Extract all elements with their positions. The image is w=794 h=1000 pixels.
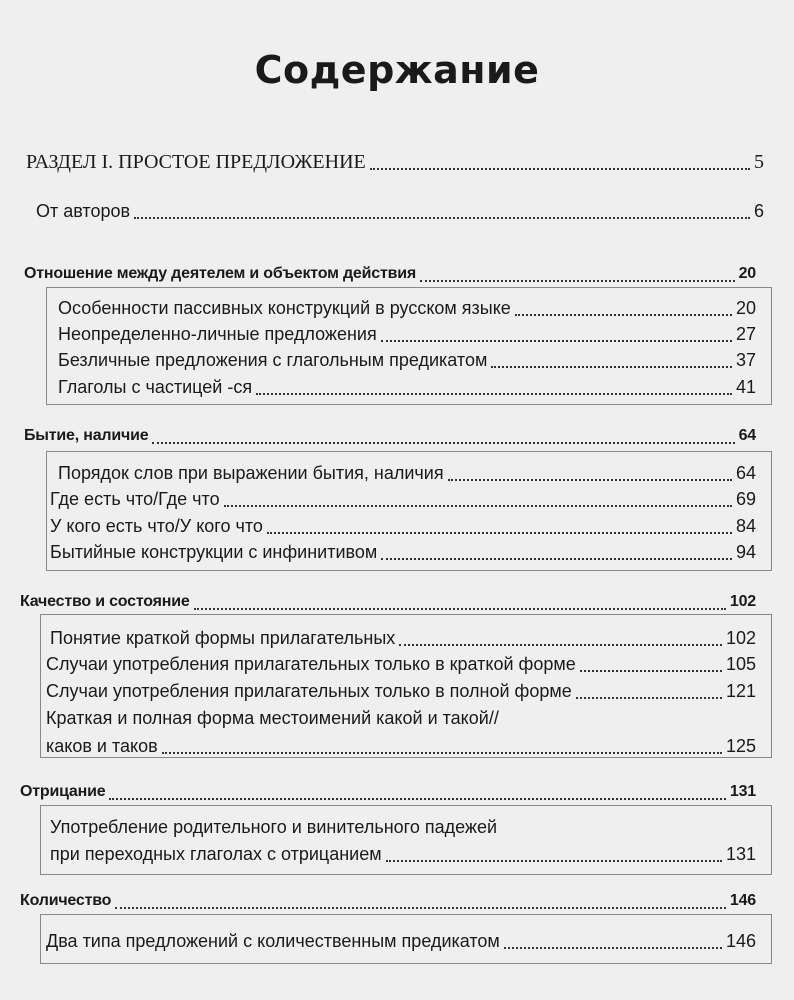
dot-leader [224, 504, 732, 507]
toc-group-label: Отношение между деятелем и объектом действия [24, 265, 417, 282]
dot-leader [134, 216, 750, 219]
toc-entry[interactable] [58, 375, 756, 399]
dot-leader [399, 643, 722, 646]
toc-entry[interactable] [50, 842, 756, 866]
toc-entry-label: при переходных глаголах с отрицанием [50, 844, 382, 864]
toc-entry-label: Глаголы с частицей -ся [58, 377, 253, 397]
dot-leader [152, 441, 734, 444]
toc-group-heading[interactable] [20, 889, 756, 913]
toc-entry-line1: Краткая и полная форма местоимений какой и такой// [46, 708, 499, 728]
toc-entry[interactable] [58, 461, 756, 485]
toc-page-number: 5 [754, 151, 764, 173]
toc-entry-label: Бытийные конструкции с инфинитивом [50, 542, 378, 562]
toc-entry[interactable] [46, 734, 756, 758]
toc-entry[interactable] [50, 487, 756, 511]
toc-page-number: 121 [725, 681, 756, 701]
dot-leader [256, 392, 732, 395]
dot-leader [504, 946, 722, 949]
toc-entry[interactable] [46, 652, 756, 676]
dot-leader [580, 669, 722, 672]
toc-entry[interactable] [50, 626, 756, 650]
toc-page-number: 64 [735, 463, 756, 483]
dot-leader [370, 167, 750, 170]
toc-entry-label: Безличные предложения с глагольным предикатом [58, 350, 488, 370]
dot-leader [194, 607, 726, 610]
toc-page-number: 6 [753, 201, 764, 221]
toc-page-number: 102 [725, 628, 756, 648]
toc-entry-label: У кого есть что/У кого что [50, 516, 263, 536]
toc-section-label: РАЗДЕЛ I. ПРОСТОЕ ПРЕДЛОЖЕНИЕ [26, 151, 366, 173]
toc-page-number: 41 [735, 377, 756, 397]
dot-leader [491, 365, 732, 368]
toc-entry-label: каков и таков [46, 736, 158, 756]
toc-group-label: Бытие, наличие [24, 427, 149, 444]
toc-entry-label: Два типа предложений с количественным предикатом [46, 931, 500, 951]
toc-group-heading[interactable] [24, 424, 756, 448]
dot-leader [267, 531, 732, 534]
toc-entry[interactable] [46, 679, 756, 703]
toc-group-label: Количество [20, 892, 112, 909]
dot-leader [381, 339, 732, 342]
dot-leader [109, 797, 725, 800]
toc-entry-label: От авторов [36, 201, 131, 221]
toc-page-number: 20 [735, 298, 756, 318]
toc-page-number: 94 [735, 542, 756, 562]
toc-entry-label: Случаи употребления прилагательных только в полной форме [46, 681, 572, 701]
toc-page-number: 69 [735, 489, 756, 509]
page-title: Содержание [254, 48, 540, 92]
toc-page-number: 37 [735, 350, 756, 370]
toc-page-number: 146 [725, 931, 756, 951]
toc-entry[interactable] [58, 322, 756, 346]
dot-leader [420, 279, 735, 282]
toc-group-label: Отрицание [20, 783, 106, 800]
toc-entry[interactable] [46, 929, 756, 953]
toc-entry-label: Где есть что/Где что [50, 489, 220, 509]
dot-leader [515, 313, 732, 316]
toc-entry[interactable] [50, 514, 756, 538]
toc-page-number: 131 [725, 844, 756, 864]
toc-page-number: 64 [738, 427, 756, 444]
toc-entry[interactable] [58, 296, 756, 320]
toc-group-heading[interactable] [24, 262, 756, 286]
toc-entry-label: Порядок слов при выражении бытия, наличия [58, 463, 444, 483]
dot-leader [115, 906, 726, 909]
toc-page-number: 84 [735, 516, 756, 536]
dot-leader [381, 557, 732, 560]
toc-page-number: 131 [729, 783, 756, 800]
toc-page-number: 27 [735, 324, 756, 344]
toc-page-number: 125 [725, 736, 756, 756]
toc-entry[interactable] [58, 348, 756, 372]
toc-entry-authors[interactable] [36, 199, 764, 223]
toc-entry-label: Неопределенно-личные предложения [58, 324, 377, 344]
dot-leader [162, 751, 722, 754]
toc-page-number: 102 [729, 593, 756, 610]
toc-group-heading[interactable] [20, 780, 756, 804]
toc-entry-label: Случаи употребления прилагательных только в краткой форме [46, 654, 576, 674]
toc-page-number: 20 [738, 265, 756, 282]
dot-leader [448, 478, 732, 481]
toc-group-label: Качество и состояние [20, 593, 190, 610]
toc-entry-line1: Употребление родительного и винительного падежей [50, 817, 498, 837]
toc-section-header[interactable] [26, 150, 764, 174]
toc-group-heading[interactable] [20, 590, 756, 614]
dot-leader [386, 859, 722, 862]
toc-entry-label: Особенности пассивных конструкций в русском языке [58, 298, 511, 318]
dot-leader [576, 696, 722, 699]
toc-page-number: 105 [725, 654, 756, 674]
toc-entry[interactable] [50, 540, 756, 564]
toc-page-number: 146 [729, 892, 756, 909]
toc-entry-label: Понятие краткой формы прилагательных [50, 628, 396, 648]
